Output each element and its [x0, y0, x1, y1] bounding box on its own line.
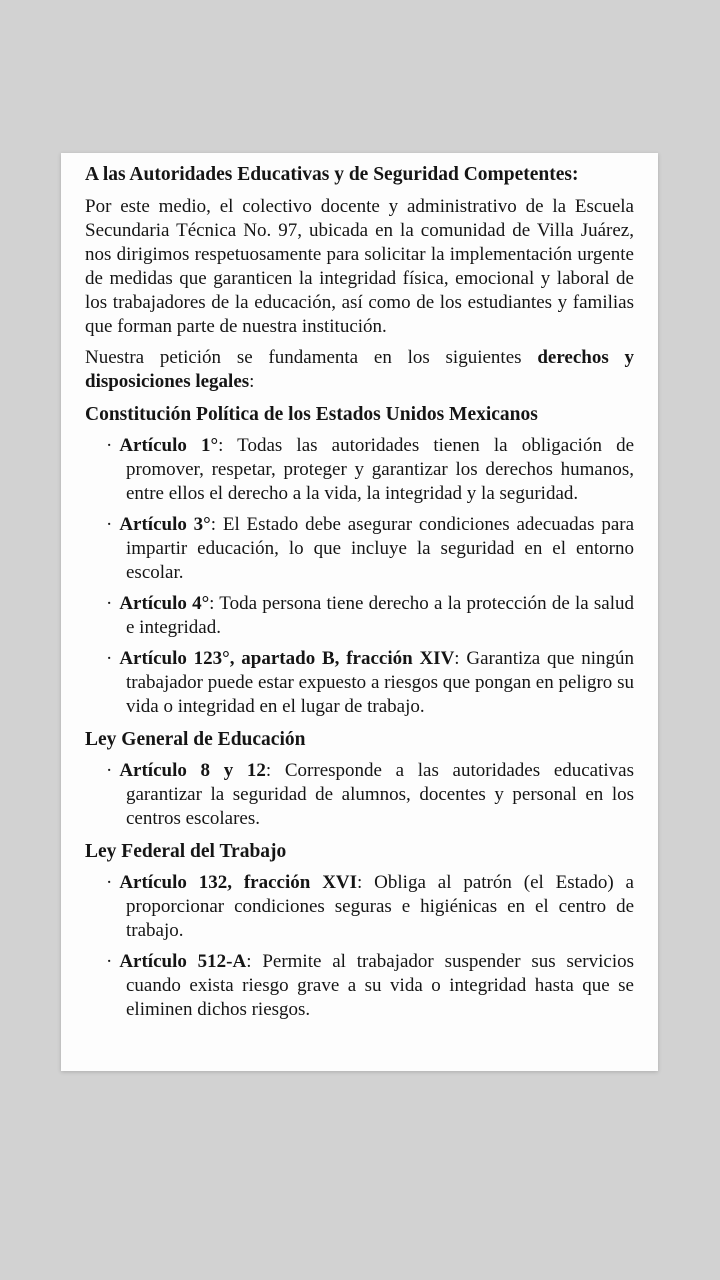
bullet-marker: ·: [106, 872, 113, 893]
document-page: [61, 153, 658, 1071]
bullet-item: [85, 592, 634, 640]
text-run: Nuestra petición se fundamenta en los siguientes: [85, 347, 538, 368]
bullet-item: [85, 513, 634, 585]
bullet-item: [85, 759, 634, 831]
text-run: Artículo 4°: [119, 593, 210, 614]
document-content: [85, 163, 634, 1022]
text-run: derechos y disposiciones legales: [85, 347, 635, 392]
text-run: : Todas las autoridades tienen la obligación de promover, respetar, proteger y garantizar los derechos humanos, entre ellos el derecho a la vida, la integridad y la seguridad.: [126, 435, 635, 504]
section-heading: [85, 840, 634, 864]
bullet-marker: ·: [106, 435, 113, 456]
text-run: Artículo 1°: [119, 435, 219, 456]
text-run: Artículo 132, fracción XVI: [119, 872, 358, 893]
text-run: Ley Federal del Trabajo: [85, 841, 287, 862]
text-run: A las Autoridades Educativas y de Seguridad Competentes:: [85, 164, 579, 185]
bullet-marker: ·: [106, 514, 113, 535]
bullet-marker: ·: [106, 648, 113, 669]
section-heading: [85, 728, 634, 752]
text-run: : Permite al trabajador suspender sus servicios cuando exista riesgo grave a su vida o integridad hasta que se eliminen dichos riesgos.: [126, 951, 634, 1020]
bullet-item: [85, 647, 634, 719]
text-run: : Toda persona tiene derecho a la protección de la salud e integridad.: [126, 593, 634, 638]
paragraph: [85, 195, 634, 339]
text-run: Ley General de Educación: [85, 729, 306, 750]
text-run: Artículo 512-A: [119, 951, 247, 972]
bullet-item: [85, 950, 634, 1022]
document-title: [85, 163, 634, 187]
bullet-marker: ·: [106, 593, 113, 614]
bullet-item: [85, 871, 634, 943]
text-run: Constitución Política de los Estados Unidos Mexicanos: [85, 404, 538, 425]
text-run: : Garantiza que ningún trabajador puede estar expuesto a riesgos que pongan en peligro su vida o integridad en el lugar de trabajo.: [126, 648, 634, 717]
bullet-marker: ·: [106, 951, 113, 972]
text-run: Por este medio, el colectivo docente y administrativo de la Escuela Secundaria Técnica No. 97, ubicada en la comunidad de Villa Juárez, nos dirigimos respetuosamente para solicitar la implementación urgente de medidas que garanticen la integridad física, emocional y laboral de los trabajadores de la educación, así como de los estudiantes y familias que forman parte de nuestra institución.: [85, 196, 634, 337]
bullet-marker: ·: [106, 760, 113, 781]
text-run: : Obliga al patrón (el Estado) a proporcionar condiciones seguras e higiénicas en el centro de trabajo.: [126, 872, 634, 941]
section-heading: [85, 403, 634, 427]
text-run: : El Estado debe asegurar condiciones adecuadas para impartir educación, lo que incluye la seguridad en el entorno escolar.: [126, 514, 635, 583]
text-run: Artículo 123°, apartado B, fracción XIV: [119, 648, 455, 669]
bullet-item: [85, 434, 634, 506]
text-run: Artículo 3°: [119, 514, 211, 535]
text-run: :: [249, 371, 255, 392]
text-run: Artículo 8 y 12: [119, 760, 266, 781]
paragraph: [85, 346, 634, 394]
text-run: : Corresponde a las autoridades educativas garantizar la seguridad de alumnos, docentes y personal en los centros escolares.: [126, 760, 634, 829]
